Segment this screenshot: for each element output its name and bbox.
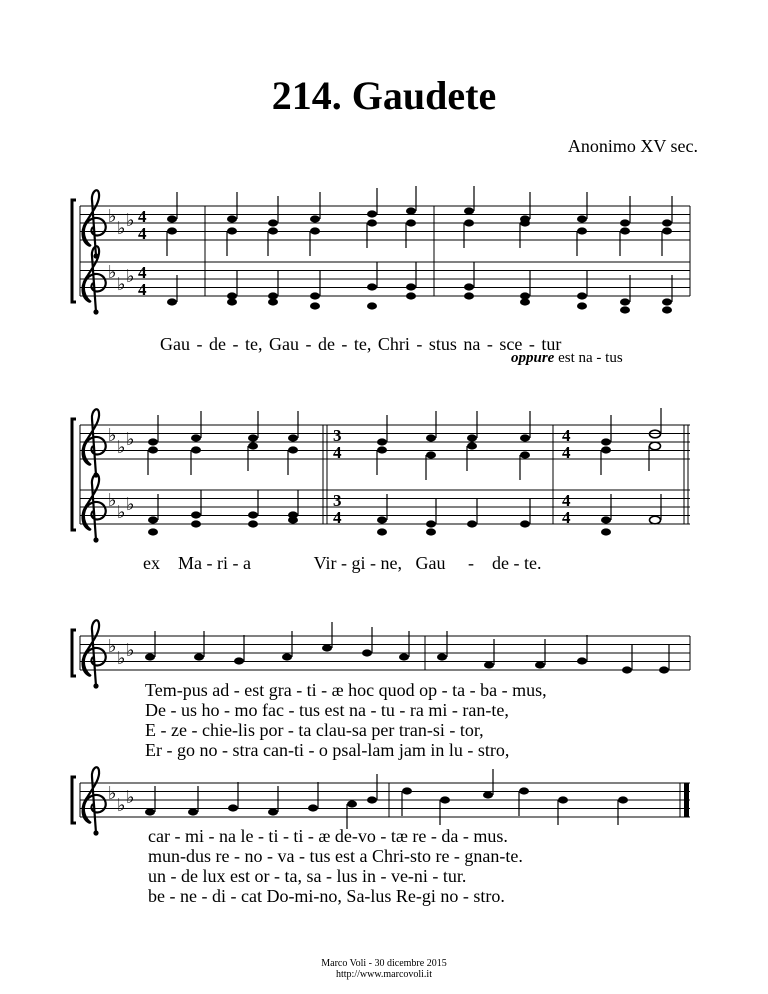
system-1-lyrics: Gau - de - te, Gau - de - te, Chri - stus na - sce - tur xyxy=(160,334,562,354)
svg-text:4: 4 xyxy=(138,280,147,299)
alternative-lyric-line xyxy=(511,350,623,367)
svg-text:♭: ♭ xyxy=(126,210,135,231)
svg-text:♭: ♭ xyxy=(108,425,117,446)
system-2 xyxy=(72,408,690,543)
svg-text:4: 4 xyxy=(562,426,571,445)
svg-text:♭: ♭ xyxy=(126,494,135,515)
footer-author: Marco Voli - 30 dicembre 2015 xyxy=(321,958,447,969)
svg-text:♭: ♭ xyxy=(108,636,117,657)
verse-block-b xyxy=(148,826,523,906)
composer: Anonimo XV sec. xyxy=(567,136,698,156)
verse-4a: Er - go no - stra can-ti - o psal-lam jam in lu - stro, xyxy=(145,740,510,760)
svg-text:3: 3 xyxy=(333,491,342,510)
verse-1b: car - mi - na le - ti - ti - æ de-vo - tæ re - da - mus. xyxy=(148,826,508,846)
svg-text:4: 4 xyxy=(562,491,571,510)
alternative-marker: oppure xyxy=(511,350,555,366)
svg-text:4: 4 xyxy=(562,443,571,462)
verse-2a: De - us ho - mo fac - tus est na - tu - ra mi - ran-te, xyxy=(145,700,509,720)
footer-url: http://www.marcovoli.it xyxy=(335,969,432,980)
verse-4b: be - ne - di - cat Do-mi-no, Sa-lus Re-gi no - stro. xyxy=(148,886,505,906)
svg-text:♭: ♭ xyxy=(117,218,126,239)
svg-text:♭: ♭ xyxy=(117,437,126,458)
svg-text:♭: ♭ xyxy=(117,648,126,669)
svg-text:3: 3 xyxy=(333,426,342,445)
svg-text:4: 4 xyxy=(138,263,147,282)
svg-text:♭: ♭ xyxy=(126,266,135,287)
svg-text:4: 4 xyxy=(562,508,571,527)
svg-text:4: 4 xyxy=(138,224,147,243)
verse-3b: un - de lux est or - ta, sa - lus in - ve-ni - tur. xyxy=(148,866,467,886)
page-title: 214. Gaudete xyxy=(271,73,497,118)
footer xyxy=(0,958,768,980)
alternative-lyric: est na - tus xyxy=(558,350,623,366)
system-1 xyxy=(72,186,690,315)
svg-text:♭: ♭ xyxy=(117,274,126,295)
svg-text:4: 4 xyxy=(138,207,147,226)
system-3 xyxy=(72,620,690,688)
svg-text:♭: ♭ xyxy=(108,206,117,227)
svg-text:♭: ♭ xyxy=(108,490,117,511)
verse-block-a xyxy=(145,680,547,760)
system-2-lyrics: ex Ma - ri - a Vir - gi - ne, Gau - de - te. xyxy=(143,553,542,573)
svg-text:♭: ♭ xyxy=(108,783,117,804)
svg-text:♭: ♭ xyxy=(117,502,126,523)
verse-1a: Tem-pus ad - est gra - ti - æ hoc quod op - ta - ba - mus, xyxy=(145,680,547,700)
verse-3a: E - ze - chie-lis por - ta clau-sa per tran-si - tor, xyxy=(145,720,484,740)
svg-text:4: 4 xyxy=(333,443,342,462)
svg-text:♭: ♭ xyxy=(117,795,126,816)
svg-text:♭: ♭ xyxy=(108,262,117,283)
svg-text:♭: ♭ xyxy=(126,787,135,808)
svg-text:♭: ♭ xyxy=(126,429,135,450)
verse-2b: mun-dus re - no - va - tus est a Chri-sto re - gnan-te. xyxy=(148,846,523,866)
svg-text:♭: ♭ xyxy=(126,640,135,661)
svg-text:4: 4 xyxy=(333,508,342,527)
